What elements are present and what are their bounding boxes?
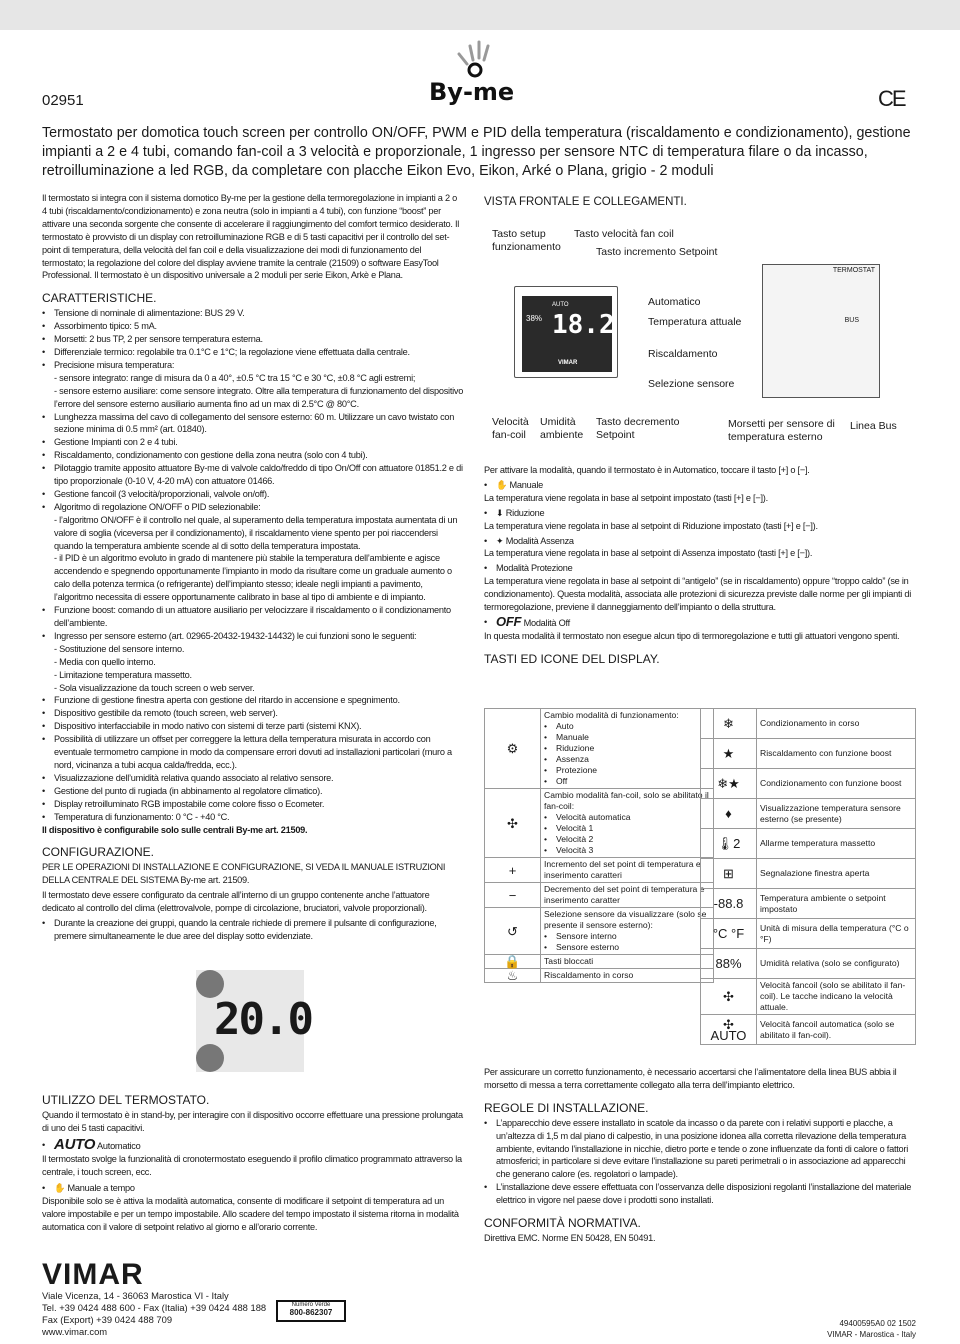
manual-paragraph: Disponibile solo se è attiva la modalità automatica, consente di modificare il setpoint di temperatura ad un valore impostabile e per un tempo impostabile. Allo scadere del tempo impostato il sistema ritorna in modalità automatica con il valore di setpoint relativo al giorno e all’orario corrente.: [42, 1196, 459, 1233]
list-item: • Protezione: [544, 765, 710, 776]
and-text: e: [790, 548, 795, 559]
list-subitem: - Media con quello interno.: [54, 656, 156, 667]
key-label: Selezione sensore da visualizzare (solo se presente il sensore esterno):: [544, 909, 707, 930]
auto-paragraph: Il termostato svolge la funzionalità di cronotermostato eseguendo il profilo climatico programmato attraverso la centrale, i touch screen, ecc.: [42, 1153, 462, 1177]
mode-absence: Modalità Assenza: [505, 535, 574, 546]
list-subitem: - sensore esterno ausiliare: come sensore integrato. Oltre alla temperatura di funzionamento del dispositivo l’errore del sensore esterno ausiliario aumenta fino ad un max di 2.5°C @ 80°C.: [54, 385, 464, 409]
table-row: [701, 769, 916, 799]
icon-description: Visualizzazione temperatura sensore esterno (se presente): [757, 799, 916, 829]
list-item: • Lunghezza massima del cavo di collegamento del sensore esterno: 60 m. Utilizzare un cavo twistato con sezione minima di 0.5 mm² (art. 01840).: [42, 411, 464, 437]
list-item: • Pilotaggio tramite apposito attuatore By-me di valvole caldo/freddo di tipo On/Off con attuatore 01851.2 e di tipo proporzionale (0-10 V, 4-20 mA) con attuatore 01466.: [42, 462, 464, 488]
label-setup: Tasto setup funzionamento: [492, 228, 561, 253]
list-item: • Assenza: [544, 754, 710, 765]
list-item: • Visualizzazione dell’umidità relativa quando associato al relativo sensore.: [42, 772, 464, 785]
list-subitem: - Limitazione temperatura massetto.: [54, 669, 192, 680]
off-icon: OFF: [496, 613, 522, 629]
list-item: • Gestione fancoil (3 velocità/proporzionali, valvole on/off).: [42, 488, 464, 501]
config-step: • Durante la creazione dei gruppi, quando la centrale richiede di premere il pulsante di configurazione, premere simultaneamente le due aree del display sotto evidenziate.: [42, 917, 464, 943]
list-item: • Tensione di nominale di alimentazione: BUS 29 V.: [42, 307, 464, 320]
display-icon: ♦: [701, 799, 757, 829]
table-row: [485, 858, 714, 883]
table-row: [701, 829, 916, 859]
list-item: • Assorbimento tipico: 5 mA.: [42, 320, 464, 333]
list-item: • Auto: [544, 721, 710, 732]
list-item: • Manuale: [544, 732, 710, 743]
key-description: [541, 858, 714, 883]
installation-section: [484, 1066, 916, 1247]
list-item: • Velocità 1: [544, 823, 710, 834]
hand-clock-icon: ✋: [54, 1183, 66, 1194]
table-row: [485, 955, 714, 969]
mode-manual: Manuale: [509, 479, 544, 490]
key-description: [541, 789, 714, 858]
display-icon: ✣ AUTO: [701, 1015, 757, 1045]
touch-area-bottom: [196, 1044, 224, 1072]
list-item: • Sensore interno: [544, 931, 710, 942]
utilizzo-heading: UTILIZZO DEL TERMOSTATO.: [42, 1093, 210, 1107]
screen-temperature: 18.2: [552, 310, 615, 340]
thumb-temperature-display: 20.0: [214, 994, 312, 1045]
icon-description: Segnalazione finestra aperta: [757, 859, 916, 889]
caratteristiche-heading: CARATTERISTICHE.: [42, 291, 157, 306]
display-icon: °C °F: [701, 919, 757, 949]
display-icon: 🌡2: [701, 829, 757, 859]
list-subitem: - sensore integrato: range di misura da 0 a 40°, ±0.5 °C tra 15 °C e 30 °C, ±0.8 °C agli estremi;: [54, 372, 416, 383]
key-icon: +: [485, 858, 541, 883]
svg-text:By-me: By-me: [429, 78, 515, 106]
list-item: • Morsetti: 2 bus TP, 2 per sensore temperatura esterna.: [42, 333, 464, 346]
list-item: • Algoritmo di regolazione ON/OFF o PID selezionabile:: [42, 501, 464, 514]
key-description: [541, 709, 714, 789]
doc-code: [820, 1318, 916, 1340]
label-terminals: Morsetti per sensore di temperatura esterno: [728, 418, 835, 443]
label-increment: Tasto incremento Setpoint: [596, 246, 718, 258]
key-icon: ♨: [485, 969, 541, 983]
screen-humidity: 38%: [526, 314, 543, 323]
key-icon: ✣: [485, 789, 541, 858]
label-bus-line: Linea Bus: [850, 420, 897, 432]
key-icon: ↺: [485, 908, 541, 955]
list-subitem: - il PID è un algoritmo evoluto in grado di mantenere più stabile la temperatura dell’ambiente e agisce accendendo e spegnendo opportunamente l’impianto in modo da risultare come un graduale aumento o calo della potenza termica (o refrigerante) dell’impianto stesso; ideale negli impianti a pavimento, l’algoritmo necessita di essere opportunamente calibrato in base al tipo di ambiente e di impianto.: [54, 553, 452, 603]
list-item: • Velocità 3: [544, 845, 710, 856]
icon-description: Velocità fancoil (solo se abilitato il fan-coil). Le tacche indicano la velocità attuale.: [757, 979, 916, 1015]
toll-free-badge: [276, 1300, 346, 1322]
key-icon: ⚙: [485, 709, 541, 789]
thermostat-screen: [522, 296, 615, 372]
auto-icon: AUTO: [54, 1135, 96, 1153]
table-row: [701, 1015, 916, 1045]
and-text: e: [795, 520, 801, 531]
list-item: • Funzione di gestione finestra aperta con gestione del ritardo in accensione e spegnimento.: [42, 694, 464, 707]
front-view-figure: [484, 196, 916, 458]
by-me-logo: [415, 38, 535, 108]
mode-reduction: Riduzione: [505, 507, 545, 518]
mode-protection-text: La temperatura viene regolata in base al setpoint di “antigelo” (se in riscaldamento) oppure “troppo caldo” (se in condizionamento). Questa modalità, associata alle protezioni di sicurezza previste dalle norme per gli impianti di termoregolazione, previene il danneggiamento dell’impianto o della struttura.: [484, 576, 912, 613]
reduction-icon: ⬇: [496, 507, 504, 518]
mode-off: Modalità Off: [523, 617, 570, 628]
list-item: • Velocità automatica: [544, 812, 710, 823]
mode-absence-text: La temperatura viene regolata in base al setpoint di Assenza impostato (tasti: [484, 548, 776, 559]
doc-city: VIMAR - Marostica - Italy: [827, 1330, 916, 1339]
key-label: Tasti bloccati: [544, 956, 594, 966]
top-band: [0, 0, 960, 30]
and-text: e: [745, 492, 751, 503]
table-row: [485, 883, 714, 908]
key-label: Cambio modalità fan-coil, solo se abilitato il fan-coil:: [544, 790, 709, 811]
phone-line: Tel. +39 0424 488 600 - Fax (Italia) +39 0424 488 188: [42, 1302, 267, 1313]
fax-line: Fax (Export) +39 0424 488 709: [42, 1314, 173, 1325]
intro-text: Il termostato si integra con il sistema domotico By-me per la gestione della termoregolazione in impianti a 2 o 4 tubi (riscaldamento/condizionamento) e zona neutra (solo in impianti a 4 tubi), con funzione “boost” per attivare una seconda sorgente che consente di accelerare il raggiungimento del comfort termico desiderato. Il termostato è provvisto di un display con retroilluminazione RGB e di 5 tasti capacitivi per il controllo del set-point di temperatura, della velocità del fan coil e della visualizzazione dei modi di funzionamento del termostato; la regolazione del colore del display avviene tramite la centrale (21509) o software EasyTool Professional. Il termostato è un dispositivo universale a 2 moduli per serie Eikon, Arkè e Plana.: [42, 193, 460, 281]
rule-item: • L’apparecchio deve essere installato in scatole da incasso o da parete con i relativi supporti e placche, a un’altezza di 1,5 m dal piano di calpestio, in una posizione idonea alla corretta rilevazione della temperatura ambiente, evitando l’installazione in nicchie, dietro porte e tende o zone influenzate da fonti di calore o fattori atmosferici; in particolare si deve evitare l’installazione su pareti perimetrali o in associazione ad apparecchi che generano calore (es. regolatori o lampade).: [484, 1117, 916, 1182]
icon-description: Velocità fancoil automatica (solo se abilitato il fan-coil).: [757, 1015, 916, 1045]
display-icon: ❄: [701, 709, 757, 739]
mode-manual-text: La temperatura viene regolata in base al setpoint impostato (tasti: [484, 492, 732, 503]
list-item: • Riscaldamento, condizionamento con gestione della zona neutra (solo con 4 tubi).: [42, 449, 464, 462]
display-icon: 88%: [701, 949, 757, 979]
list-item: • Differenziale termico: regolabile tra 0.1°C e 1°C; la regolazione viene effettuata dalla centrale.: [42, 346, 464, 359]
key-description: [541, 955, 714, 969]
manual-label: Manuale a tempo: [67, 1183, 135, 1194]
mode-off-text: In questa modalità il termostato non esegue alcun tipo di termoregolazione e tutti gli attuatori vengono spenti.: [484, 630, 900, 641]
utilizzo-paragraph: Quando il termostato è in stand-by, per interagire con il dispositivo occorre effettuare una pressione prolungata di uno dei 5 tasti capacitivi.: [42, 1109, 463, 1133]
modes-intro: Per attivare la modalità, quando il termostato è in Automatico, toccare il tasto: [484, 465, 777, 475]
key-label: Decremento del set point di temperatura e inserimento caratter: [544, 884, 705, 905]
table-row: [485, 969, 714, 983]
display-icon: -88.8: [701, 889, 757, 919]
label-humidity: Umidità ambiente: [540, 416, 584, 441]
modes-section: Per attivare la modalità, quando il termostato è in Automatico, toccare il tasto [+] o [−]. • ✋ Manuale La temperatura viene regolata in base al setpoint impostato (tasti [+] e [−]). • ⬇ Riduzione La temperatura viene regolata in base al setpoint di Riduzione impostato (tasti [+] e [−]). • ✦ Modalità Assenza La temperatura viene regolata in base al setpoint di Assenza impostato (tasti [+] e [−]). • Modalità Protezione La temperatura viene regolata in base al setpoint di “antigelo” (se in riscaldamento) oppure “troppo caldo” (se in condizionamento). Questa modalità, associata alle protezioni di sicurezza previste dalle norme per gli impianti di termoregolazione, previene il danneggiamento dell’impianto o della struttura. • OFF Modalità Off In questa modalità il termostato non esegue alcun tipo di termoregolazione e tutti gli attuatori vengono spenti. TASTI ED ICONE DEL DISPLAY.: [484, 464, 916, 668]
conformity-text: Direttiva EMC. Norme EN 50428, EN 50491.: [484, 1232, 656, 1243]
list-subitem: - Sola visualizzazione da touch screen o web server.: [54, 682, 255, 693]
key-description: [541, 883, 714, 908]
badge-number: 800-862307: [289, 1308, 333, 1317]
label-fan: Tasto velocità fan coil: [574, 228, 674, 240]
table-row: [485, 709, 714, 789]
ce-mark: CE: [878, 86, 905, 111]
icon-description: Riscaldamento con funzione boost: [757, 739, 916, 769]
conformity-heading: CONFORMITÀ NORMATIVA.: [484, 1216, 641, 1231]
mode-reduction-text: La temperatura viene regolata in base al setpoint di Riduzione impostato (tasti: [484, 520, 782, 531]
list-item: • Off: [544, 776, 710, 787]
auto-label: Automatico: [97, 1140, 141, 1151]
key-label: Cambio modalità di funzionamento:: [544, 710, 679, 720]
list-item: • Temperatura di funzionamento: 0 °C - +40 °C.: [42, 811, 464, 824]
table-row: [701, 799, 916, 829]
list-item: • Ingresso per sensore esterno (art. 02965-20432-19432-14432) le cui funzioni sono le seguenti:: [42, 630, 464, 643]
or-text: o: [790, 465, 796, 475]
icons-heading: TASTI ED ICONE DEL DISPLAY.: [484, 651, 660, 666]
keys-table: [484, 708, 714, 983]
config-paragraph: Il termostato deve essere configurato da centrale all’interno di un gruppo contenente anche l’attuatore dedicato al controllo del clima (elettrovalvole, pompe di circolazione, bruciatori, valvole proporzionali).: [42, 890, 430, 914]
icons-table: [700, 708, 916, 1045]
icon-description: Umidità relativa (solo se configurato): [757, 949, 916, 979]
key-label: Riscaldamento in corso: [544, 970, 634, 980]
key-icon: 🔒: [485, 955, 541, 969]
label-sensor: Selezione sensore: [648, 378, 735, 390]
table-row: [485, 908, 714, 955]
config-heading: CONFIGURAZIONE.: [42, 845, 155, 860]
icon-description: Condizionamento con funzione boost: [757, 769, 916, 799]
table-row: [701, 709, 916, 739]
list-item: • Riduzione: [544, 743, 710, 754]
list-item: • Gestione Impianti con 2 e 4 tubi.: [42, 436, 464, 449]
absence-icon: ✦: [496, 535, 504, 546]
label-auto: Automatico: [648, 296, 701, 308]
rules-heading: REGOLE DI INSTALLAZIONE.: [484, 1100, 649, 1115]
screen-auto: AUTO: [552, 302, 569, 308]
icon-description: Unità di misura della temperatura (°C o °F): [757, 919, 916, 949]
config-note: Il dispositivo è configurabile solo sulle centrali By-me art. 21509.: [42, 824, 308, 835]
display-icon: ★: [701, 739, 757, 769]
key-description: [541, 908, 714, 955]
table-row: [701, 949, 916, 979]
label-speed: Velocità fan-coil: [492, 416, 529, 441]
table-row: [701, 739, 916, 769]
list-subitem: - l’algoritmo ON/OFF è il controllo nel quale, al superamento della temperatura impostata aumentata di un valore di soglia (viceversa per il condizionamento), il riscaldamento viene spento per poi riaccendersi quando la temperatura ambiente scende al di sotto della temperatura impostata.: [54, 514, 458, 551]
list-item: • Dispositivo gestibile da remoto (touch screen, web server).: [42, 707, 464, 720]
doc-code-text: 49400595A0 02 1502: [839, 1319, 916, 1328]
config-subheading: PER LE OPERAZIONI DI INSTALLAZIONE E CONFIGURAZIONE, SI VEDA IL MANUALE ISTRUZIONI DELLA CENTRALE DEL SISTEMA By-me art. 21509.: [42, 862, 446, 886]
list-subitem: - Sostituzione del sensore interno.: [54, 643, 185, 654]
display-icon: ❄★: [701, 769, 757, 799]
display-icon: ⊞: [701, 859, 757, 889]
table-row: [485, 789, 714, 858]
list-item: • Funzione boost: comando di un attuatore ausiliario per velocizzare il riscaldamento o il condizionamento dell’ambiente.: [42, 604, 464, 630]
mode-protection: • Modalità Protezione: [484, 562, 916, 575]
key-description: [541, 969, 714, 983]
back-label: TERMOSTAT: [832, 267, 875, 274]
back-bus: BUS: [844, 317, 859, 324]
address-line: Viale Vicenza, 14 - 36063 Marostica VI - Italy: [42, 1290, 229, 1301]
list-item: • Display retroilluminato RGB impostabile come colore fisso o Ecometer.: [42, 798, 464, 811]
vimar-logo: VIMAR: [42, 1258, 144, 1291]
display-icon: ✣: [701, 979, 757, 1015]
table-row: [701, 889, 916, 919]
key-label: Incremento del set point di temperatura e inserimento caratteri: [544, 859, 701, 880]
label-temp: Temperatura attuale: [648, 316, 742, 328]
icon-description: Allarme temperatura massetto: [757, 829, 916, 859]
icon-description: Temperatura ambiente o setpoint impostato: [757, 889, 916, 919]
list-item: • Velocità 2: [544, 834, 710, 845]
list-item: • Sensore esterno: [544, 942, 710, 953]
list-item: • Precisione misura temperatura:: [42, 359, 464, 372]
table-row: [701, 979, 916, 1015]
badge-caption: Numero Verde: [291, 1302, 331, 1308]
list-item: • Dispositivo interfacciabile in modo nativo con sistemi di terze parti (sistemi KNX).: [42, 720, 464, 733]
rule-item: • L’installazione deve essere effettuata con l’osservanza delle disposizioni regolanti l’installazione del materiale elettrico in vigore nel paese dove i prodotti sono installati.: [484, 1181, 916, 1207]
left-column: [42, 192, 464, 943]
table-row: [701, 919, 916, 949]
screen-brand: VIMAR: [558, 360, 578, 366]
key-icon: −: [485, 883, 541, 908]
ground-note: Per assicurare un corretto funzionamento, è necessario accertarsi che l’alimentatore della linea BUS abbia il morsetto di messa a terra correttamente collegato alla terra dell’impianto elettrico.: [484, 1067, 897, 1090]
label-heating: Riscaldamento: [648, 348, 718, 360]
thermostat-back: [762, 264, 880, 398]
web-link[interactable]: www.vimar.com: [42, 1326, 108, 1337]
product-code: 02951: [42, 92, 84, 109]
list-item: • Possibilità di utilizzare un offset per correggere la lettura della temperatura misurata in accordo con eventuale termometro campione in modo da compensare errori dovuti ad installazioni particolari (muro a nord, vicinanza a tubi acqua calda/fredda, ecc.).: [42, 733, 464, 772]
figure-title: VISTA FRONTALE E COLLEGAMENTI.: [484, 196, 687, 208]
table-row: [701, 859, 916, 889]
footer-address: [42, 1290, 266, 1338]
utilizzo-section: [42, 1094, 464, 1236]
hand-icon: ✋: [496, 479, 508, 490]
page-title: Termostato per domotica touch screen per controllo ON/OFF, PWM e PID della temperatura (riscaldamento e condizionamento), gestione impianti a 2 e 4 tubi, comando fan-coil a 3 velocità e proporzionale, 1 ingresso per sensore NTC di temperatura filare o da incasso, retroilluminazione a led RGB, da completare con placche Eikon Evo, Eikon, Arké o Plana, grigio - 2 moduli: [42, 125, 911, 179]
icon-description: Condizionamento in corso: [757, 709, 916, 739]
list-item: • Gestione del punto di rugiada (in abbinamento al regolatore climatico).: [42, 785, 464, 798]
label-decrement: Tasto decremento Setpoint: [596, 416, 680, 441]
